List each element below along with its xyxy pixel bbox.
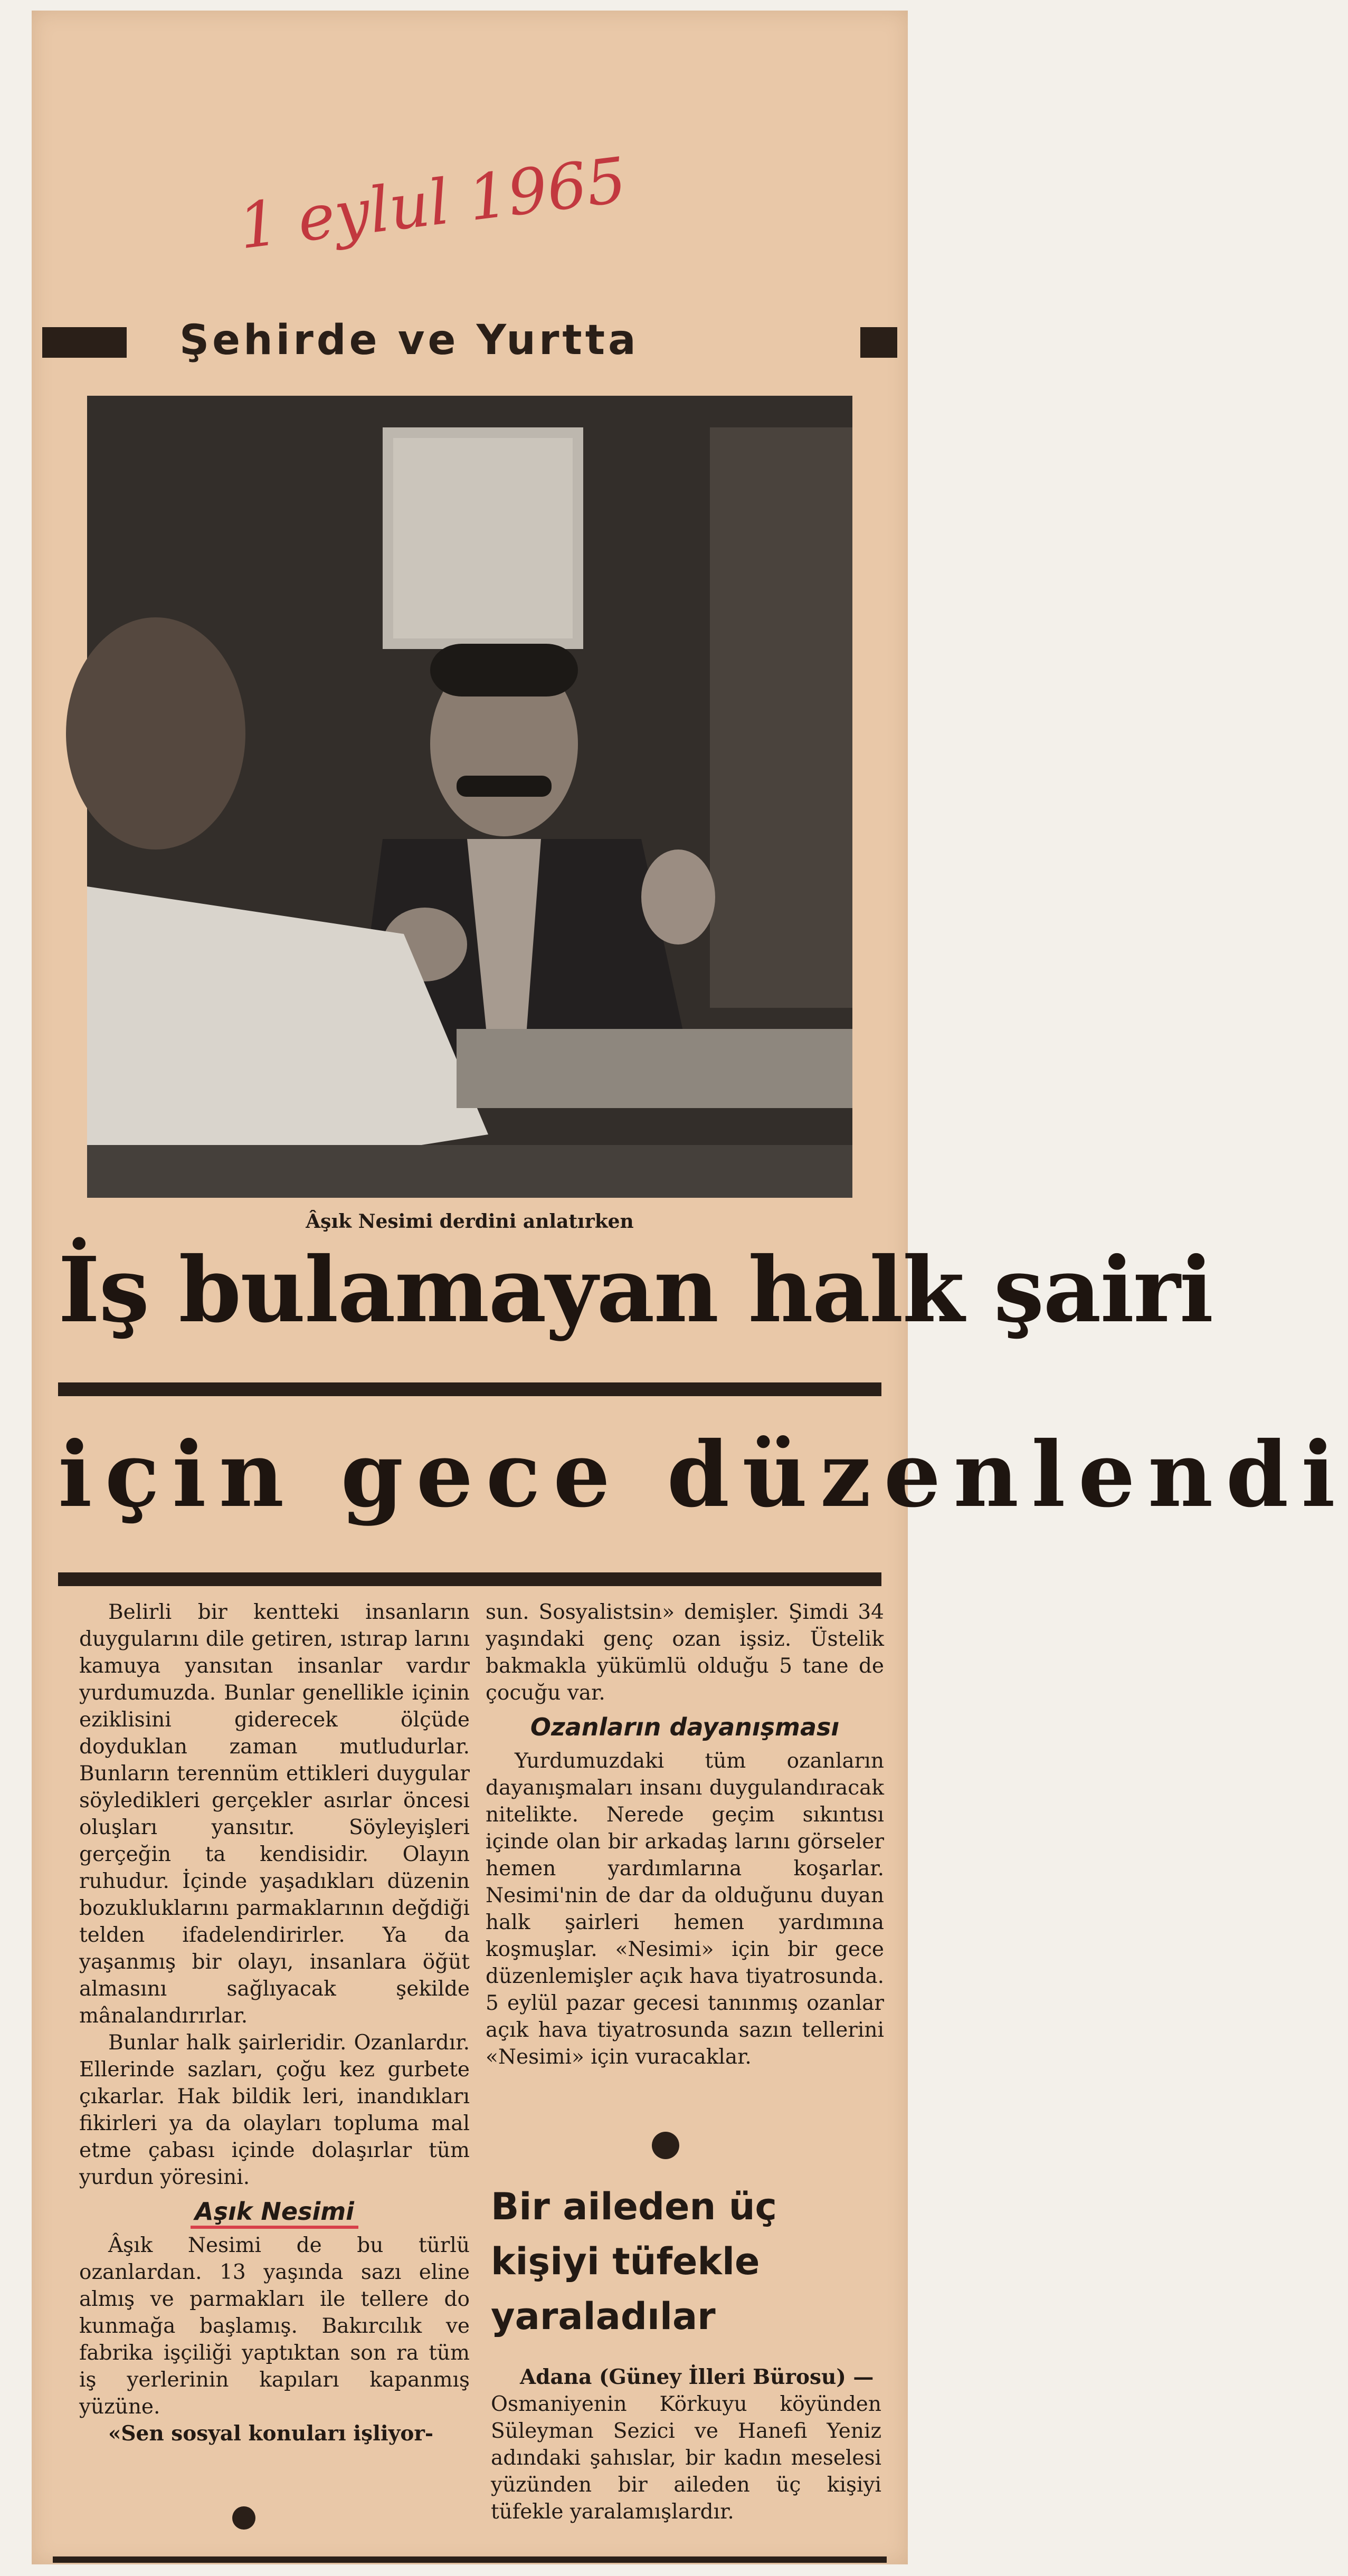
footer-rule — [53, 2556, 887, 2563]
section-bar-right — [860, 327, 897, 358]
paragraph: Âşık Nesimi de bu türlü ozanlardan. 13 yaşında sazı eline almış ve parmakları ile tellere do kunmağa başlamış. Bakırcılık ve fabrika işçiliği yaptıktan son ra tüm iş yerlerinin kapıları kapanmış yüzüne. — [79, 2234, 470, 2419]
paragraph: sun. Sosyalistsin» demişler. Şimdi 34 yaşındaki genç ozan işsiz. Üstelik bakmakla yükümlü olduğu 5 tane de çocuğu var. — [486, 1600, 884, 1705]
paragraph: «Sen sosyal konuları işliyor- — [108, 2421, 434, 2446]
news-headline-line: Bir aileden üç — [491, 2185, 777, 2228]
section-header — [42, 317, 897, 364]
headline-line-2: için gece düzenlendi — [58, 1422, 1348, 1528]
paragraph: Yurdumuzdaki tüm ozanların dayanışmaları insanı duygulandıracak nitelikte. Nerede geçim sıkıntısı içinde olan bir arkadaş larını görseler hemen yardımlarına koşarlar. Nesimi'nin de dar da olduğunu duyan halk şairleri hemen yardımına koşmuşlar. «Nesimi» için bir gece düzenlemişler açık hava tiyatrosunda. 5 eylül pazar gecesi tanınmış ozanlar açık hava tiyatrosunda sazın tellerini «Nesimi» için vuracaklar. — [486, 1749, 884, 2069]
section-title: Şehirde ve Yurtta — [179, 317, 639, 364]
section-bar-left — [42, 327, 127, 358]
separator-dot — [652, 2132, 679, 2159]
separator-dot — [232, 2506, 255, 2530]
subheading: Ozanların dayanışması — [530, 1713, 840, 1741]
photo-caption: Âşık Nesimi derdini anlatırken — [306, 1210, 634, 1233]
handwritten-date: 1 eylul 1965 — [234, 143, 631, 263]
headline-line-1: İş bulamayan halk şairi — [58, 1237, 1213, 1343]
news-headline-line: kişiyi tüfekle — [491, 2240, 760, 2283]
photo-illustration — [87, 396, 852, 1198]
news-headline — [491, 2179, 881, 2353]
paragraph: Osmaniyenin Körkuyu köyünden Süleyman Sezici ve Hanefi Yeniz adındaki şahıslar, bir kadın meselesi yüzünden bir aileden üç kişiyi tüfekle yaralamışlardır. — [491, 2392, 881, 2524]
article-column-left — [79, 1599, 470, 2485]
article-photo — [87, 396, 852, 1198]
news-body — [491, 2364, 881, 2538]
article-column-right — [486, 1599, 884, 2126]
subheading-text: Aşık Nesimi — [191, 2197, 358, 2229]
paragraph: Belirli bir kentteki insanların duygularını dile getiren, ıstırap larını kamuya yansıtan insanlar vardır yurdumuzda. Bunlar genellikle içinin eziklisini giderecek ölçüde doyduklan zaman mutludurlar. Bunların terennüm ettikleri duygular söyledikleri gerçekler asırlar öncesi oluşları yansıtır. Söyleyişleri gerçeğin ta kendisidir. Olayın ruhudur. İçinde yaşadıkları düzenin bozukluklarını parmaklarının değdiği telden ifadelendirirler. Ya da yaşanmış bir olayı, insanlara öğüt almasını sağlıyacak şekilde mânalandırırlar. — [79, 1600, 470, 2028]
news-headline-line: yaraladılar — [491, 2295, 716, 2338]
headline-rule-2 — [58, 1572, 881, 1586]
headline-rule-1 — [58, 1382, 881, 1396]
subheading — [79, 2194, 470, 2229]
paragraph: Bunlar halk şairleridir. Ozanlardır. Ellerinde sazları, çoğu kez gurbete çıkarlar. Hak bildik leri, inandıkları fikirleri ya da olayları topluma mal etme çabası içinde dolaşırlar tüm yurdun yöresini. — [79, 2031, 470, 2189]
news-source: Adana (Güney İlleri Bürosu) — — [520, 2365, 874, 2389]
